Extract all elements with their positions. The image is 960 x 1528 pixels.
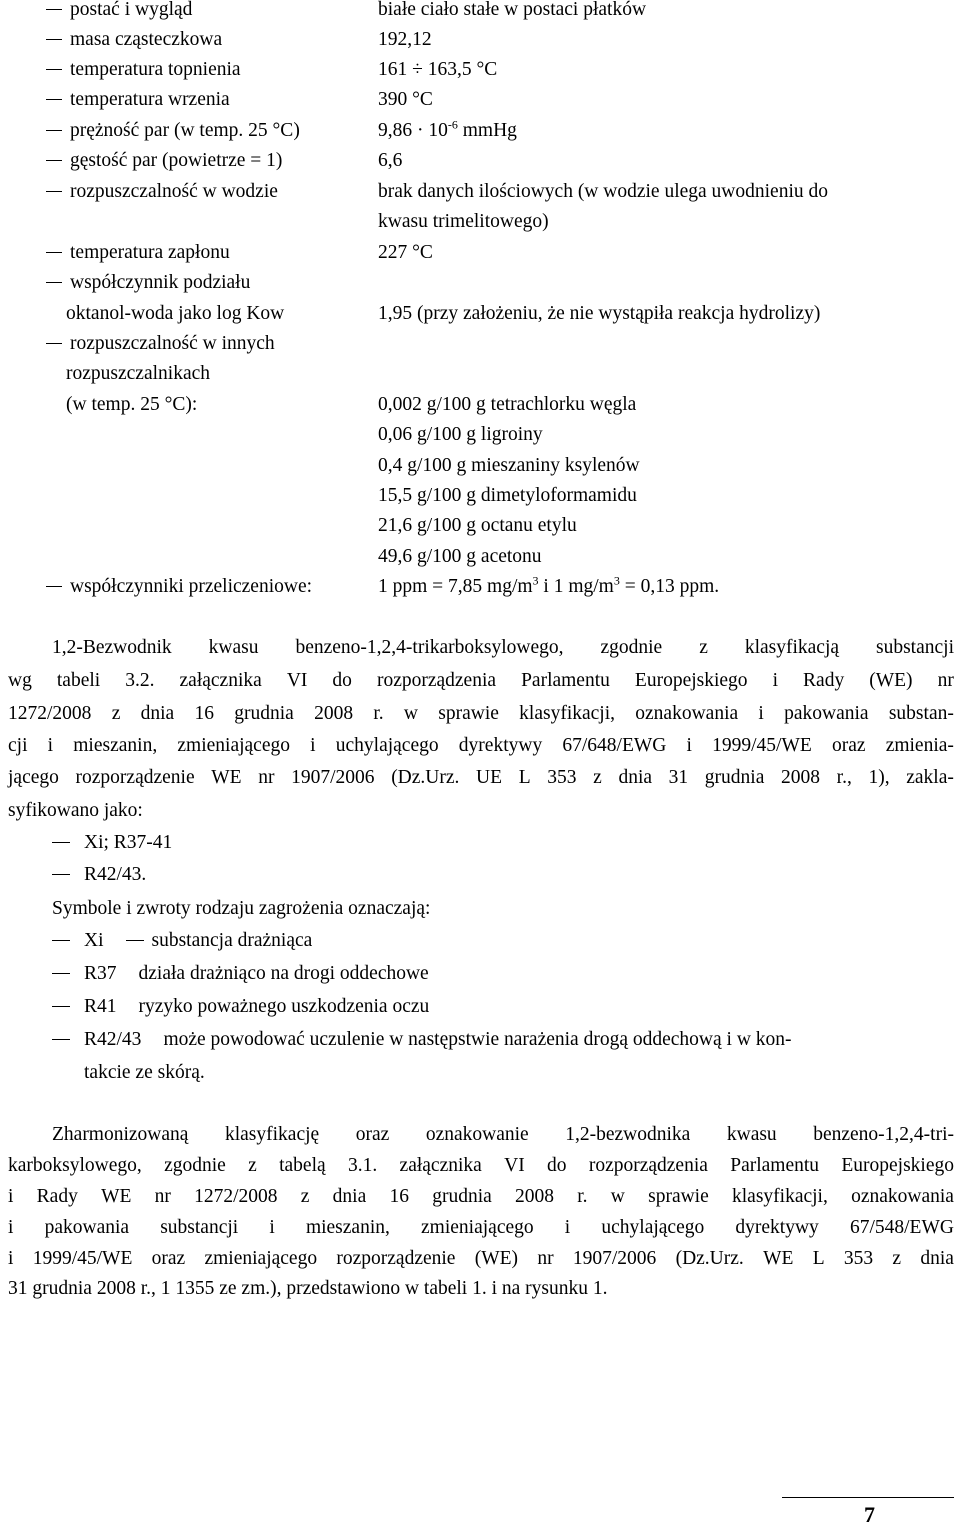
word: w — [403, 703, 418, 724]
footer-rule — [782, 1497, 954, 1498]
paragraph-line — [52, 637, 954, 659]
property-label-appearance: postać i wygląd — [46, 0, 192, 21]
word: oznakowania — [635, 703, 739, 724]
word: WE — [763, 1248, 794, 1269]
word: Parlamentu — [521, 670, 610, 691]
property-value-vapour-pressure: $9,86 \cdot 10^{-6}$ mmHg — [378, 117, 517, 141]
word: i — [758, 703, 764, 724]
dash-icon — [52, 842, 70, 843]
word: dnia — [618, 767, 653, 788]
word: substancji — [876, 637, 954, 658]
paragraph-line — [8, 767, 954, 789]
word: oraz — [831, 735, 866, 756]
word: zgodnie — [600, 637, 663, 658]
word: 353 — [547, 767, 577, 788]
symbol-item-r41: R41 ryzyko poważnego uszkodzenia oczu — [52, 996, 429, 1018]
property-label-conversion: współczynniki przeliczeniowe: — [46, 576, 312, 598]
word: oraz — [355, 1124, 390, 1145]
word: klasyfikacji, — [519, 703, 616, 724]
dash-icon — [52, 940, 70, 941]
word: 16 — [194, 703, 214, 724]
dash-icon — [126, 940, 144, 941]
dash-icon — [46, 130, 62, 131]
word: i — [8, 1248, 14, 1269]
word: nr — [537, 1248, 554, 1269]
word: klasyfikację — [224, 1124, 320, 1145]
word: r. — [373, 703, 384, 724]
symbol-item-r42-43-cont: takcie ze skórą. — [84, 1062, 205, 1083]
property-label-solvent-solubility-temp: (w temp. 25 °C): — [66, 394, 198, 415]
word: 2008 — [314, 703, 354, 724]
paragraph-line — [52, 1124, 954, 1146]
word: 1,2-bezwodnika — [565, 1124, 691, 1145]
word: sprawie — [438, 703, 499, 724]
property-value-water-solubility-cont: kwasu trimelitowego) — [378, 211, 549, 232]
word: dyrektywy — [458, 735, 543, 756]
word: i — [8, 1186, 14, 1207]
property-label-molar-mass: masa cząsteczkowa — [46, 29, 222, 51]
word: dnia — [332, 1186, 367, 1207]
dash-icon — [46, 160, 62, 161]
paragraph-line — [8, 1186, 954, 1208]
dash-icon — [46, 586, 62, 587]
word: klasyfikacją — [744, 637, 840, 658]
word: L — [812, 1248, 825, 1269]
word: Rady — [803, 670, 845, 691]
word: UE — [476, 767, 503, 788]
dash-icon — [46, 343, 62, 344]
word: i — [564, 1217, 571, 1238]
property-label-water-solubility: rozpuszczalność w wodzie — [46, 181, 278, 203]
word: z — [699, 637, 708, 658]
word: grudnia — [432, 1186, 492, 1207]
word: i — [8, 1217, 14, 1238]
word: dnia — [140, 703, 175, 724]
dash-icon — [52, 1006, 70, 1007]
word: 353 — [843, 1248, 874, 1269]
solubility-value: 15,5 g/100 g dimetyloformamidu — [378, 485, 637, 506]
word: oraz — [151, 1248, 186, 1269]
dash-icon — [52, 874, 70, 875]
word: 2008 — [781, 767, 821, 788]
word: grudnia — [234, 703, 294, 724]
word: Zharmonizowaną — [52, 1124, 189, 1145]
word: 1), — [868, 767, 890, 788]
word: (WE) — [869, 670, 913, 691]
word: dnia — [920, 1248, 954, 1269]
dash-icon — [46, 191, 62, 192]
property-value-boiling-point: 390 °C — [378, 89, 433, 110]
word: i — [686, 735, 692, 756]
word: załącznika — [399, 1155, 482, 1176]
word: klasyfikacji, — [732, 1186, 828, 1207]
property-value-flash-point: 227 °C — [378, 242, 433, 263]
word: oznakowania — [851, 1186, 954, 1207]
solubility-value: 0,06 g/100 g ligroiny — [378, 424, 543, 445]
word: kwasu — [726, 1124, 777, 1145]
dash-icon — [46, 69, 62, 70]
property-value-molar-mass: 192,12 — [378, 29, 432, 50]
word: WE — [211, 767, 242, 788]
dash-icon — [52, 973, 70, 974]
word: 67/548/EWG — [849, 1217, 954, 1238]
word: mieszanin, — [305, 1217, 390, 1238]
word: uchylającego — [601, 1217, 705, 1238]
word: uchylającego — [335, 735, 439, 756]
word: 2008 — [515, 1186, 555, 1207]
solubility-value: 0,002 g/100 g tetrachlorku węgla — [378, 394, 637, 415]
paragraph-line — [8, 703, 954, 725]
classification-item: R42/43. — [52, 864, 146, 886]
word: substan- — [888, 703, 954, 724]
word: rozporządzenia — [376, 670, 497, 691]
word: 16 — [389, 1186, 409, 1207]
word: zakla- — [906, 767, 954, 788]
word: rozporządzenia — [588, 1155, 708, 1176]
word: i — [269, 1217, 275, 1238]
word: 1272/2008 — [194, 1186, 278, 1207]
word: zmienia- — [885, 735, 954, 756]
word: VI — [504, 1155, 525, 1176]
word: VI — [286, 670, 308, 691]
classification-item: Xi; R37-41 — [52, 832, 172, 854]
word: 1907/2006 — [291, 767, 375, 788]
word: sprawie — [648, 1186, 709, 1207]
property-value-vapour-density: 6,6 — [378, 150, 403, 171]
word: 1272/2008 — [8, 703, 92, 724]
word: r. — [577, 1186, 588, 1207]
word: L — [518, 767, 531, 788]
property-label-vapour-pressure: prężność par (w temp. 25 °C) — [46, 120, 300, 142]
word: substancji — [160, 1217, 239, 1238]
symbol-item-r37: R37 działa drażniąco na drogi oddechowe — [52, 963, 429, 985]
word: 1907/2006 — [572, 1248, 657, 1269]
word: pakowania — [784, 703, 869, 724]
property-label-solvent-solubility: rozpuszczalność w innych — [46, 333, 275, 355]
property-label-partition: współczynnik podziału — [46, 272, 250, 294]
word: oznakowanie — [425, 1124, 529, 1145]
symbol-item-r42-43: R42/43 może powodować uczulenie w następstwie narażenia drogą oddechową i w kon- — [52, 1029, 792, 1051]
word: tabelą — [279, 1155, 326, 1176]
word: mieszanin, — [73, 735, 158, 756]
word: Rady — [36, 1186, 78, 1207]
solubility-value: 0,4 g/100 g mieszaniny ksylenów — [378, 455, 640, 476]
dash-icon — [46, 282, 62, 283]
word: WE — [101, 1186, 132, 1207]
word: jącego — [8, 767, 59, 788]
word: zmieniającego — [204, 1248, 318, 1269]
word: załącznika — [179, 670, 262, 691]
word: grudnia — [704, 767, 765, 788]
dash-icon — [52, 1039, 70, 1040]
property-label-solvent-solubility-cont: rozpuszczalnikach — [66, 363, 211, 384]
word: karboksylowego, — [8, 1155, 142, 1176]
word: w — [610, 1186, 625, 1207]
word: z — [593, 767, 602, 788]
property-label-melting-point: temperatura topnienia — [46, 59, 241, 81]
word: zmieniającego — [421, 1217, 534, 1238]
word: do — [547, 1155, 567, 1176]
paragraph-line — [8, 670, 954, 692]
page-number: 7 — [864, 1502, 875, 1527]
word: Europejskiego — [841, 1155, 954, 1176]
word: z — [892, 1248, 902, 1269]
word: 67/648/EWG — [562, 735, 667, 756]
word: dyrektywy — [735, 1217, 819, 1238]
paragraph-line: syfikowano jako: — [8, 800, 143, 821]
word: pakowania — [44, 1217, 130, 1238]
property-value-appearance: białe ciało stałe w postaci płatków — [378, 0, 647, 20]
word: (WE) — [474, 1248, 519, 1269]
word: rozporządzenie — [336, 1248, 456, 1269]
paragraph-line — [8, 1248, 954, 1270]
word: nr — [154, 1186, 171, 1207]
word: 3.2. — [125, 670, 155, 691]
word: nr — [937, 670, 954, 691]
word: Europejskiego — [634, 670, 748, 691]
word: zgodnie — [164, 1155, 226, 1176]
word: do — [332, 670, 352, 691]
word: 31 — [668, 767, 689, 788]
dash-icon — [46, 99, 62, 100]
word: nr — [258, 767, 275, 788]
word: i — [772, 670, 779, 691]
symbol-item-xi: Xi substancja drażniąca — [52, 930, 312, 952]
word: kwasu — [208, 637, 259, 658]
word: tabeli — [56, 670, 101, 691]
property-label-boiling-point: temperatura wrzenia — [46, 89, 230, 111]
word: cji — [8, 735, 28, 756]
solubility-value: 21,6 g/100 g octanu etylu — [378, 515, 577, 536]
word: i — [47, 735, 54, 756]
word: wg — [8, 670, 32, 691]
property-value-melting-point: 161 ÷ 163,5 °C — [378, 59, 498, 80]
word: Parlamentu — [730, 1155, 820, 1176]
word: 3.1. — [347, 1155, 378, 1176]
dash-icon — [46, 39, 62, 40]
word: z — [300, 1186, 310, 1207]
solubility-value: 49,6 g/100 g acetonu — [378, 546, 542, 567]
property-label-flash-point: temperatura zapłonu — [46, 242, 230, 264]
paragraph-line: 31 grudnia 2008 r., 1 1355 ze zm.), przedstawiono w tabeli 1. i na rysunku 1. — [8, 1278, 608, 1299]
word: 1,2-Bezwodnik — [52, 637, 172, 658]
word: (Dz.Urz. — [391, 767, 460, 788]
paragraph-line — [8, 735, 954, 757]
word: rozporządzenie — [75, 767, 195, 788]
symbols-intro: Symbole i zwroty rodzaju zagrożenia oznaczają: — [52, 898, 431, 919]
word: 1999/45/WE — [32, 1248, 133, 1269]
property-value-conversion: 1 ppm = 7,85 $mg/m^3$ i 1 $mg/m^3 = 0,13$ ppm. — [378, 573, 720, 597]
word: zmieniającego — [177, 735, 290, 756]
dash-icon — [46, 252, 62, 253]
word: z — [248, 1155, 257, 1176]
word: r., — [836, 767, 852, 788]
word: 1999/45/WE — [712, 735, 812, 756]
word: i — [310, 735, 316, 756]
property-value-water-solubility: brak danych ilościowych (w wodzie ulega uwodnieniu do — [378, 181, 829, 202]
property-value-partition: 1,95 (przy założeniu, że nie wystąpiła reakcja hydrolizy) — [378, 303, 821, 324]
paragraph-line — [8, 1155, 954, 1177]
word: (Dz.Urz. — [675, 1248, 744, 1269]
property-label-vapour-density: gęstość par (powietrze = 1) — [46, 150, 282, 172]
word: benzeno-1,2,4-tri- — [813, 1124, 954, 1145]
paragraph-line — [8, 1217, 954, 1239]
dash-icon — [46, 9, 62, 10]
word: benzeno-1,2,4-trikarboksylowego, — [295, 637, 564, 658]
word: z — [111, 703, 121, 724]
property-label-partition-cont: oktanol-woda jako log Kow — [66, 303, 285, 324]
